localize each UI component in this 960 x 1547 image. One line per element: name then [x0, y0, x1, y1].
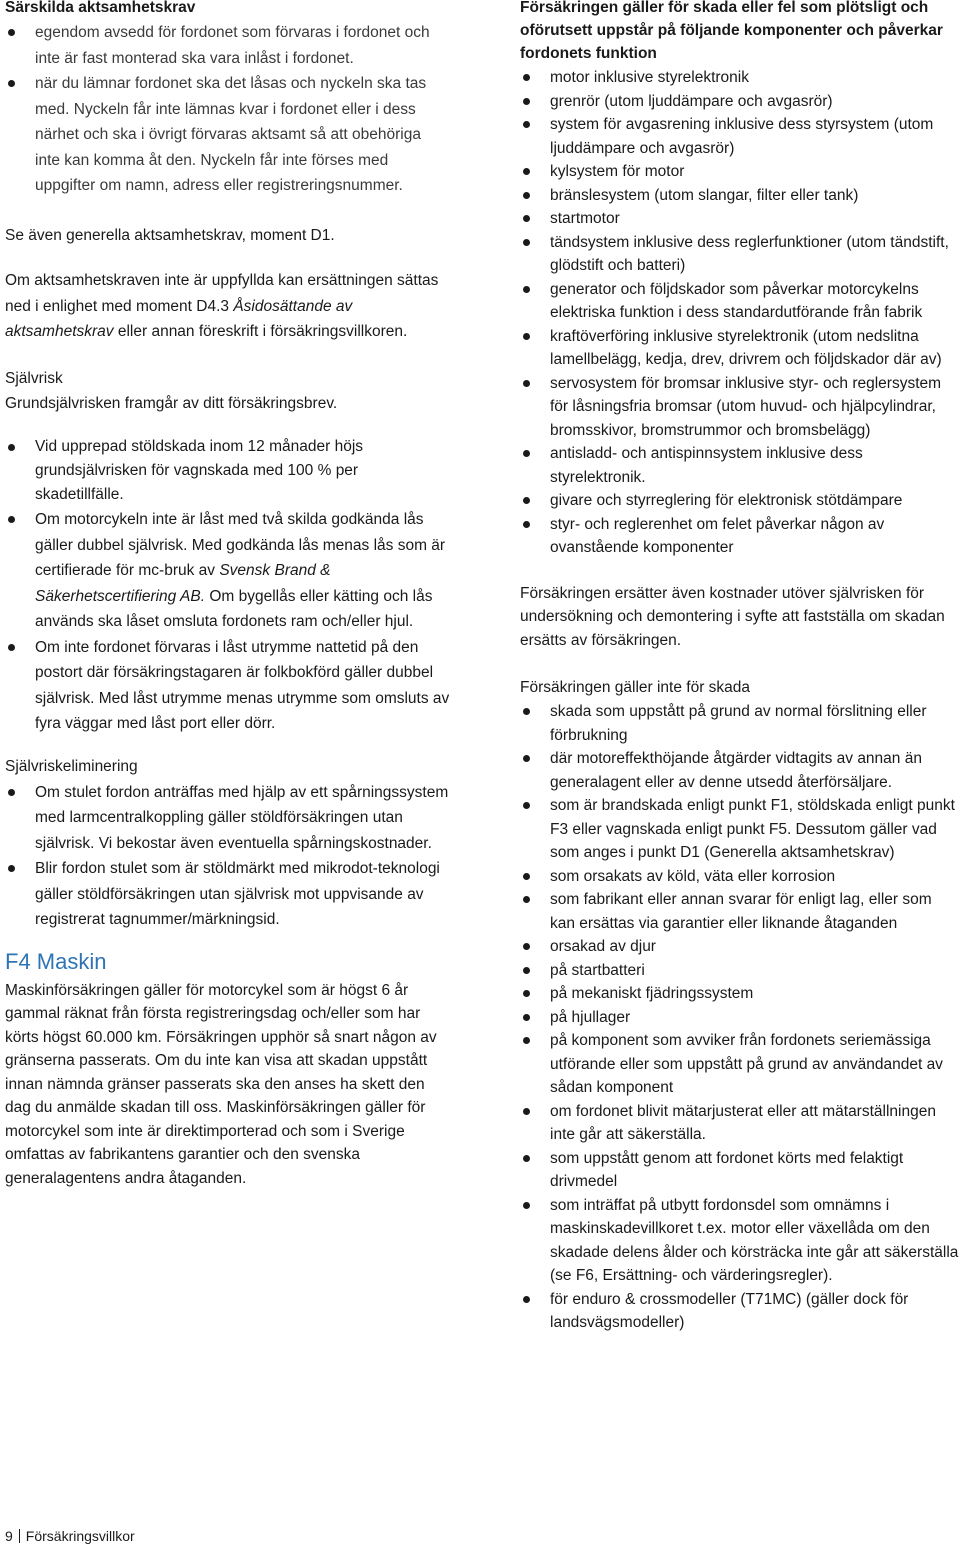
om-aktsamhet-text: Om aktsamhetskraven inte är uppfyllda kan ersättningen sättas ned i enlighet med moment D4.3 Åsidosättande av aktsamhetskrav eller annan föreskrift i försäkringsvillkoren.: [5, 272, 439, 340]
list-item: styr- och reglerenhet om felet påverkar någon av ovanstående komponenter: [520, 513, 960, 560]
list-item: startmotor: [520, 207, 960, 231]
list-item: Om stulet fordon anträffas med hjälp av ett spårningssystem med larmcentralkoppling gäller stöldförsäkringen utan självrisk. Vi bekostar även eventuella spårningskostnader.: [5, 780, 450, 857]
list-item: servosystem för bromsar inklusive styr- och reglersystem för låsningsfria bromsar (utom huvud- och hjälpcylindrar, bromsskivor, bromstrummor och bromsbelägg): [520, 372, 960, 443]
list-item: där motoreffekthöjande åtgärder vidtagits av annan än generalagent eller av denne utsedd återförsäljare.: [520, 747, 960, 794]
list-item: som orsakats av köld, väta eller korrosion: [520, 865, 960, 889]
list-item: Vid upprepad stöldskada inom 12 månader höjs grundsjälvrisken för vagnskada med 100 % per skadetillfälle.: [5, 435, 450, 507]
list-item: kylsystem för motor: [520, 160, 960, 184]
sarskilda-list: [5, 20, 450, 199]
list-item: orsakad av djur: [520, 935, 960, 959]
list-item: motor inklusive styrelektronik: [520, 66, 960, 90]
list-item: tändsystem inklusive dess reglerfunktioner (utom tändstift, glödstift och batteri): [520, 231, 960, 278]
list-item: för enduro & crossmodeller (T71MC) (gäller dock för landsvägsmodeller): [520, 1288, 960, 1335]
sjalvrisk-heading: Självrisk: [5, 369, 63, 387]
list-item: på startbatteri: [520, 959, 960, 983]
list-item: kraftöverföring inklusive styrelektronik (utom nedslitna lamellbelägg, kedja, drev, drivrem och följdskador där av): [520, 325, 960, 372]
galler-heading: Försäkringen gäller för skada eller fel som plötsligt och oförutsett uppstår på följande komponenter och påverkar fordonets funktion: [520, 0, 943, 62]
list-item: grenrör (utom ljuddämpare och avgasrör): [520, 90, 960, 114]
list-item: bränslesystem (utom slangar, filter eller tank): [520, 184, 960, 208]
list-item: som uppstått genom att fordonet körts med felaktigt drivmedel: [520, 1147, 960, 1194]
sjalvrisk-list: [5, 435, 450, 737]
left-column: [5, 0, 450, 1190]
sarskilda-heading: Särskilda aktsamhetskrav: [5, 0, 196, 16]
list-item: Blir fordon stulet som är stöldmärkt med mikrodot-teknologi gäller stöldförsäkringen utan självrisk mot uppvisande av registrerat tagnummer/märkningsid.: [5, 856, 450, 933]
list-item: antisladd- och antispinnsystem inklusive dess styrelektronik.: [520, 442, 960, 489]
list-item: när du lämnar fordonet ska det låsas och nyckeln ska tas med. Nyckeln får inte lämnas kvar i fordonet eller i dess närhet och ska i övrigt förvaras aktsamt så att obehöriga inte kan komma åt den. Nyckeln får inte förses med uppgifter om namn, adress eller registreringsnummer.: [5, 71, 450, 199]
eliminering-list: [5, 780, 450, 933]
footer-label: Försäkringsvillkor: [25, 1528, 135, 1544]
list-item: skada som uppstått på grund av normal förslitning eller förbrukning: [520, 700, 960, 747]
list-item: Om motorcykeln inte är låst med två skilda godkända lås gäller dubbel självrisk. Med godkända lås menas lås som är certifierade för mc-bruk av Svensk Brand & Säkerhetscertifiering AB. Om bygellås eller kätting och lås används ska låset omsluta fordonets ram och/eller hjul.: [5, 507, 450, 635]
list-item: om fordonet blivit mätarjusterat eller att mätarställningen inte går att säkerställa.: [520, 1100, 960, 1147]
inte-heading: Försäkringen gäller inte för skada: [520, 679, 751, 696]
list-item: på komponent som avviker från fordonets seriemässiga utförande eller som uppstått på grund av användandet av sådan komponent: [520, 1029, 960, 1100]
page-number: 9: [5, 1528, 13, 1544]
list-item: som fabrikant eller annan svarar för enligt lag, eller som kan ersättas via garantier eller liknande åtaganden: [520, 888, 960, 935]
list-item: givare och styrreglering för elektronisk stötdämpare: [520, 489, 960, 513]
ersatter-text: Försäkringen ersätter även kostnader utöver självrisken för undersökning och demontering i syfte att fastställa om skadan ersätts av försäkringen.: [520, 584, 945, 649]
list-item: på mekaniskt fjädringssystem: [520, 982, 960, 1006]
f4-heading: F4 Maskin: [5, 948, 107, 974]
list-item: system för avgasrening inklusive dess styrsystem (utom ljuddämpare och avgasrör): [520, 113, 960, 160]
right-column: [520, 0, 960, 1335]
inte-list: [520, 700, 960, 1335]
sjalvrisk-text: Grundsjälvrisken framgår av ditt försäkringsbrev.: [5, 394, 338, 412]
list-item: generator och följdskador som påverkar motorcykelns elektriska funktion i dess standardutförande från fabrik: [520, 278, 960, 325]
footer-divider: [19, 1529, 20, 1543]
list-item: som inträffat på utbytt fordonsdel som omnämns i maskinskadevillkoret t.ex. motor eller växellåda om den skadade delens ålder och körsträcka inte går att säkerställa (se F6, Ersättning- och värderingsregler).: [520, 1194, 960, 1288]
list-item: på hjullager: [520, 1006, 960, 1030]
se-aven-text: Se även generella aktsamhetskrav, moment D1.: [5, 226, 335, 244]
list-item: Om inte fordonet förvaras i låst utrymme nattetid på den postort där försäkringstagaren är folkbokförd gäller dubbel självrisk. Med låst utrymme menas utrymme som omsluts av fyra väggar med låst port eller dörr.: [5, 635, 450, 737]
f4-text: Maskinförsäkringen gäller för motorcykel som är högst 6 år gammal räknat från första registreringsdag och/eller som har körts högst 60.000 km. Försäkringen upphör så snart någon av gränserna passerats. Om du inte kan visa att skadan uppstått innan nämnda gränser passerats ska den anses ha skett den dag du anmälde skadan till oss. Maskinförsäkringen gäller för motorcykel som inte är direktimporterad och som i Sverige omfattas av fabrikantens garantier och den svenska generalagentens andra åtaganden.: [5, 981, 437, 1187]
list-item: som är brandskada enligt punkt F1, stöldskada enligt punkt F3 eller vagnskada enligt punkt F5. Dessutom gäller vad som anges i punkt D1 (Generella aktsamhetskrav): [520, 794, 960, 865]
galler-list: [520, 66, 960, 560]
page-footer: [5, 1527, 135, 1545]
eliminering-heading: Självriskeliminering: [5, 757, 138, 775]
list-item: egendom avsedd för fordonet som förvaras i fordonet och inte är fast monterad ska vara inlåst i fordonet.: [5, 20, 450, 71]
